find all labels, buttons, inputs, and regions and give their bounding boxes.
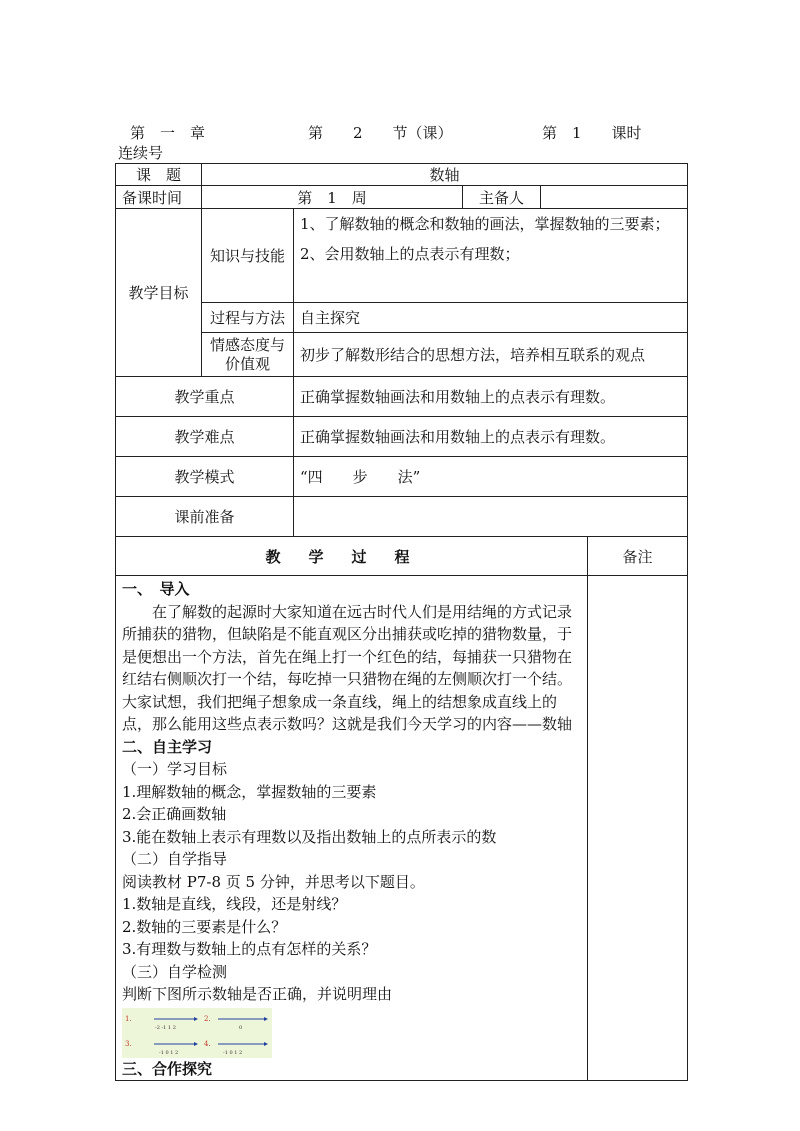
teaching-process-body	[116, 576, 588, 1081]
period-label: 第 1 课时	[542, 124, 642, 142]
number-line-2-ticks: 0	[239, 1024, 243, 1031]
figure-label-3: 3.	[125, 1039, 132, 1048]
figure-label-2: 2.	[204, 1014, 211, 1023]
question-2: 2.数轴的三要素是什么？	[122, 917, 287, 936]
question-1: 1.数轴是直线，线段，还是射线？	[122, 895, 347, 913]
lesson-header	[118, 122, 688, 144]
number-line-figure	[122, 1008, 272, 1058]
learning-goals-heading: （一）学习目标	[122, 760, 228, 778]
knowledge-line-2: 2、会用数轴上的点表示有理数；	[300, 245, 520, 263]
process-method-value: 自主探究	[294, 303, 688, 333]
key-point-value: 正确掌握数轴画法和用数轴上的点表示有理数。	[294, 377, 688, 417]
preparer-label: 主备人	[463, 186, 541, 209]
self-check-instruction: 判断下图所示数轴是否正确，并说明理由	[122, 985, 393, 1003]
self-check-heading: （三）自学检测	[122, 962, 228, 981]
learning-goal-3: 3.能在数轴上表示有理数以及指出数轴上的点所表示的数	[122, 827, 497, 846]
topic-value: 数轴	[202, 164, 688, 186]
teaching-mode-value: “四 步 法”	[294, 457, 688, 497]
topic-label: 课 题	[116, 164, 202, 186]
process-method-label: 过程与方法	[202, 303, 294, 333]
difficulty-label: 教学难点	[116, 417, 294, 457]
prep-time-value: 第 1 周	[202, 186, 463, 209]
knowledge-line-1: 1、了解数轴的概念和数轴的画法，掌握数轴的三要素；	[300, 215, 670, 233]
remarks-cell	[588, 576, 688, 1081]
figure-label-4: 4.	[204, 1039, 211, 1048]
goals-label: 教学目标	[116, 209, 202, 377]
figure-background	[122, 1008, 272, 1058]
prep-time-label: 备课时间	[116, 186, 202, 209]
section-2-title: 二、自主学习	[122, 737, 213, 756]
preparation-value	[294, 497, 688, 537]
serial-number-label: 连续号	[118, 144, 164, 162]
knowledge-skills-label: 知识与技能	[202, 209, 294, 303]
knowledge-skills-value	[294, 209, 688, 303]
chapter-label: 第 一 章	[130, 124, 206, 142]
key-point-label: 教学重点	[116, 377, 294, 417]
section-3-title: 三、合作探究	[122, 1059, 213, 1078]
learning-goal-2: 2.会正确画数轴	[122, 805, 227, 823]
question-3: 3.有理数与数轴上的点有怎样的关系？	[122, 940, 377, 958]
figure-label-1: 1.	[125, 1014, 132, 1023]
section-label: 第 2 节（课）	[308, 124, 453, 142]
self-study-instruction: 阅读教材 P7-8 页 5 分钟，并思考以下题目。	[122, 872, 425, 891]
number-line-1-ticks: -2 -1 1 2	[155, 1024, 176, 1031]
section-1-text: 在了解数的起源时大家知道在远古时代人们是用结绳的方式记录所捕获的猎物，但缺陷是不能直观区分出捕获或吃掉的猎物数量，于是便想出一个方法，首先在绳上打一个红色的结，每捕获一只猎物在红结右侧顺次打一个结，每吃掉一只猎物在绳的左侧顺次打一个结。大家试想，我们把绳子想象成一条直线，绳上的结想象成直线上的点，那么能用这些点表示数吗？这就是我们今天学习的内容——数轴	[122, 602, 573, 733]
difficulty-value: 正确掌握数轴画法和用数轴上的点表示有理数。	[294, 417, 688, 457]
attitude-values-value: 初步了解数形结合的思想方法，培养相互联系的观点	[294, 333, 688, 377]
number-line-4-ticks: -1 0 1 2	[223, 1049, 243, 1056]
attitude-values-label: 情感态度与价值观	[202, 333, 294, 377]
lesson-plan-table	[115, 163, 688, 1081]
teaching-process-title: 教学过程	[116, 537, 588, 576]
self-study-heading: （二）自学指导	[122, 850, 228, 868]
preparation-label: 课前准备	[116, 497, 294, 537]
learning-goal-1: 1.理解数轴的概念，掌握数轴的三要素	[122, 782, 377, 801]
preparer-value	[541, 186, 688, 209]
teaching-mode-label: 教学模式	[116, 457, 294, 497]
section-1-title: 一、 导入	[122, 580, 190, 598]
number-line-3-ticks: -1 0 1 2	[159, 1049, 179, 1056]
remarks-label: 备注	[588, 537, 688, 576]
